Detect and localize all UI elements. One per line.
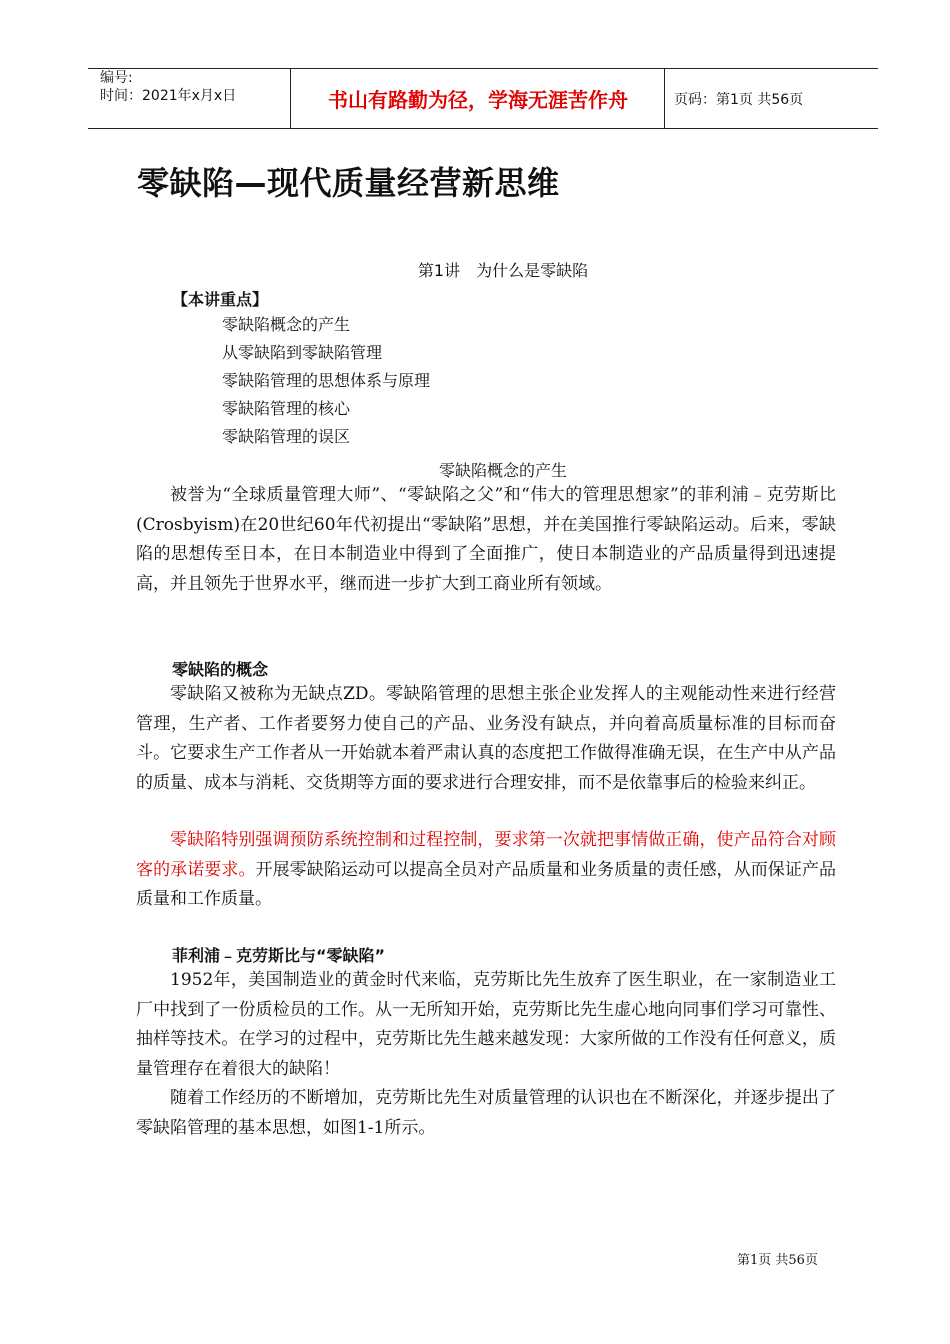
section-heading: 零缺陷的概念 xyxy=(172,660,269,679)
paragraph: 零缺陷又被称为无缺点ZD。零缺陷管理的思想主张企业发挥人的主观能动性来进行经营管理，生产者、工作者要努力使自己的产品、业务没有缺点，并向着高质量标准的目标而奋斗。它要求生产工作者从一开始就本着严肃认真的态度把工作做得准确无误，在生产中从产品的质量、成本与消耗、交货期等方面的要求进行合理安排，而不是依靠事后的检验来纠正。 xyxy=(136,684,836,793)
paragraph-text: 开展零缺陷运动可以提高全员对产品质量和业务质量的责任感，从而保证产品质量和工作质量。 xyxy=(136,859,837,909)
document-title: 零缺陷—现代质量经营新思维 xyxy=(137,164,560,202)
page-footer: 第1页 共56页 xyxy=(737,1253,818,1268)
header-motto: 书山有路勤为径，学海无涯苦作舟 xyxy=(328,88,628,112)
header-page-info: 页码：第1页 共56页 xyxy=(674,92,804,108)
key-point-item: 零缺陷概念的产生 xyxy=(222,315,351,334)
header-bottom-rule xyxy=(88,128,878,129)
paragraph: 1952年，美国制造业的黄金时代来临，克劳斯比先生放弃了医生职业，在一家制造业工厂中找到了一份质检员的工作。从一无所知开始，克劳斯比先生虚心地向同事们学习可靠性、抽样等技术。在学习的过程中，克劳斯比先生越来越发现：大家所做的工作没有任何意义，质量管理存在着很大的缺陷！ xyxy=(136,970,836,1079)
section-heading: 菲利浦﹣克劳斯比与“零缺陷” xyxy=(172,946,386,965)
header-number-label: 编号: xyxy=(100,70,133,86)
lecture-title: 第1讲 为什么是零缺陷 xyxy=(417,261,589,280)
highlighted-text: 零缺陷特别强调预防系统控制和过程控制，要求第一次就把事情做正确，使产品符合对顾客的承诺要求。 xyxy=(136,830,836,880)
header-time-label: 时间：2021年x月x日 xyxy=(100,88,237,104)
section-heading: 零缺陷概念的产生 xyxy=(438,461,567,480)
paragraph: 随着工作经历的不断增加，克劳斯比先生对质量管理的认识也在不断深化，并逐步提出了零缺陷管理的基本思想，如图1-1所示。 xyxy=(136,1088,836,1138)
header-divider-2 xyxy=(664,69,665,129)
paragraph: 被誉为“全球质量管理大师”、“零缺陷之父”和“伟大的管理思想家”的菲利浦﹣克劳斯比(Crosbyism)在20世纪60年代初提出“零缺陷”思想，并在美国推行零缺陷运动。后来，零缺陷的思想传至日本，在日本制造业中得到了全面推广，使日本制造业的产品质量得到迅速提高，并且领先于世界水平，继而进一步扩大到工商业所有领域。 xyxy=(136,485,836,594)
key-point-item: 零缺陷管理的核心 xyxy=(222,399,351,418)
key-points-label: 【本讲重点】 xyxy=(172,290,269,309)
key-point-item: 从零缺陷到零缺陷管理 xyxy=(222,343,383,362)
key-point-item: 零缺陷管理的误区 xyxy=(222,427,351,446)
key-point-item: 零缺陷管理的思想体系与原理 xyxy=(222,371,431,390)
paragraph xyxy=(136,826,836,915)
header-meta xyxy=(100,69,236,105)
header-divider-1 xyxy=(290,69,291,129)
